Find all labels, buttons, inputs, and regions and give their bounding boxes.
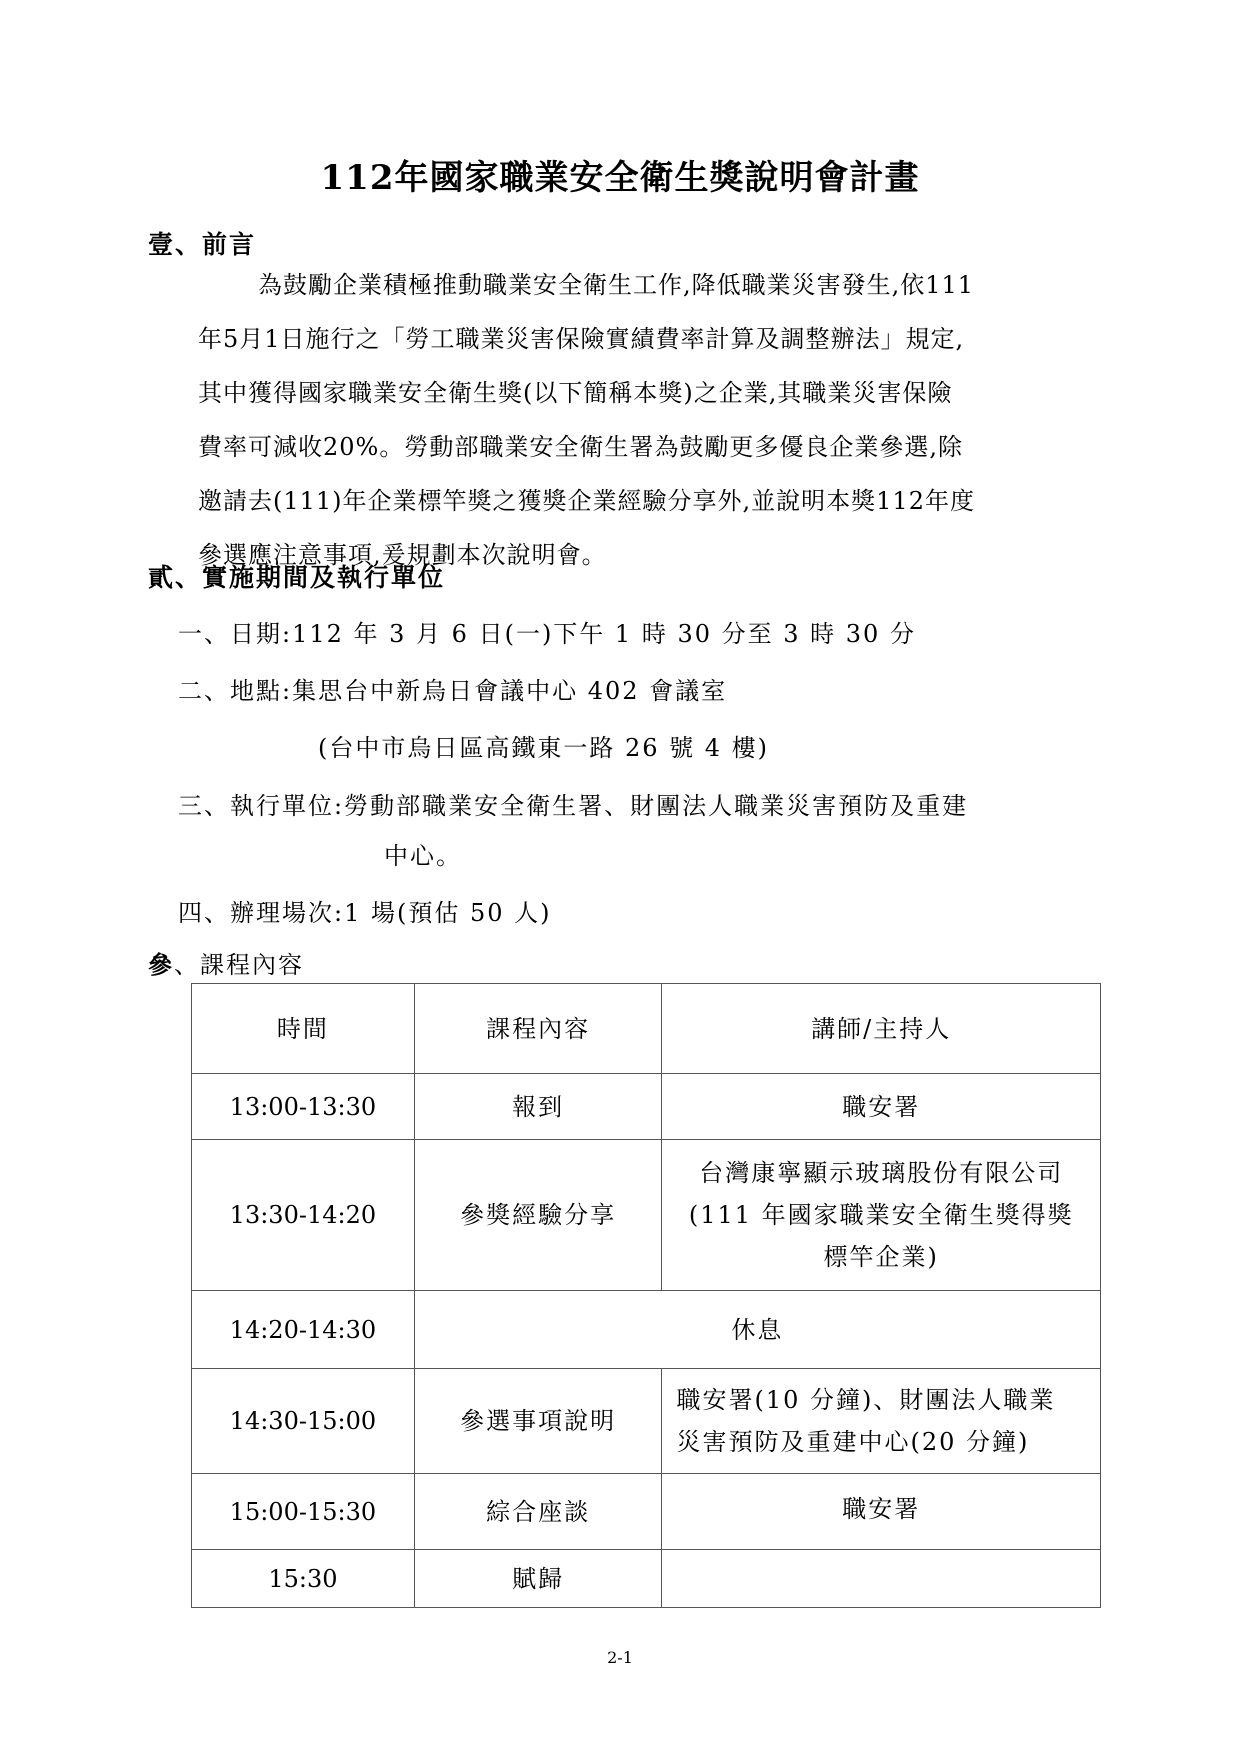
table-row [192,1291,1101,1369]
preface-line: 其中獲得國家職業安全衛生獎(以下簡稱本獎)之企業,其職業災害保險 [198,379,953,407]
section-3-heading [148,945,304,980]
time-cell: 14:30-15:00 [192,1369,415,1474]
content-cell: 綜合座談 [414,1474,662,1550]
header-cell-time: 時間 [192,984,415,1074]
speaker-line: (111 年國家職業安全衛生獎得獎 [688,1201,1074,1229]
address-line: (台中市烏日區高鐵東一路 26 號 4 樓) [318,734,770,762]
speaker-cell [662,1369,1101,1474]
section-3-title: 、課程內容 [174,951,304,979]
speaker-line: 台灣康寧顯示玻璃股份有限公司 [699,1159,1064,1187]
speaker-cell [662,1550,1101,1608]
speaker-line: 災害預防及重建中心(20 分鐘) [676,1428,1030,1456]
content-cell: 參選事項說明 [414,1369,662,1474]
section-2-heading: 貳、實施期間及執行單位 [148,563,446,592]
organizer-item: 三、執行單位:勞動部職業安全衛生署、財團法人職業災害預防及重建 [178,792,969,820]
speaker-line: 職安署(10 分鐘)、財團法人職業 [676,1386,1056,1414]
schedule-table [191,983,1101,1608]
speaker-cell: 職安署 [662,1074,1101,1140]
table-row [192,1074,1101,1140]
table-row [192,1474,1101,1550]
table-header-row [192,984,1101,1074]
table-row [192,1550,1101,1608]
sessions-item: 四、辦理場次:1 場(預估 50 人) [178,899,552,927]
time-cell: 13:30-14:20 [192,1140,415,1291]
page-title: 112年國家職業安全衛生獎說明會計畫 [320,158,920,198]
content-cell: 賦歸 [414,1550,662,1608]
preface-line: 參選應注意事項,爰規劃本次說明會。 [198,541,607,569]
preface-line: 年5月1日施行之「勞工職業災害保險實績費率計算及調整辦法」規定, [198,325,965,353]
preface-line: 邀請去(111)年企業標竿獎之獲獎企業經驗分享外,並說明本獎112年度 [198,487,975,515]
speaker-line: 標竿企業) [823,1243,939,1271]
time-cell: 15:00-15:30 [192,1474,415,1550]
time-cell: 15:30 [192,1550,415,1608]
section-1-heading: 壹、前言 [148,230,257,259]
page-number: 2-1 [607,1648,633,1667]
preface-paragraph [198,258,1088,582]
time-cell: 14:20-14:30 [192,1291,415,1369]
date-item: 一、日期:112 年 3 月 6 日(一)下午 1 時 30 分至 3 時 30 分 [178,620,916,648]
speaker-cell [662,1140,1101,1291]
preface-line: 費率可減收20%。勞動部職業安全衛生署為鼓勵更多優良企業參選,除 [198,433,963,461]
header-cell-content: 課程內容 [414,984,662,1074]
table-row [192,1369,1101,1474]
time-cell: 13:00-13:30 [192,1074,415,1140]
header-cell-speaker: 講師/主持人 [662,984,1101,1074]
location-item: 二、地點:集思台中新烏日會議中心 402 會議室 [178,677,728,705]
table-row [192,1140,1101,1291]
organizer-continuation: 中心。 [384,842,462,870]
section-3-number: 參 [148,950,174,979]
content-cell: 參獎經驗分享 [414,1140,662,1291]
preface-line: 為鼓勵企業積極推動職業安全衛生工作,降低職業災害發生,依111 [258,271,975,299]
speaker-cell: 職安署 [662,1474,1101,1550]
merged-break-cell: 休息 [414,1291,1100,1369]
content-cell: 報到 [414,1074,662,1140]
